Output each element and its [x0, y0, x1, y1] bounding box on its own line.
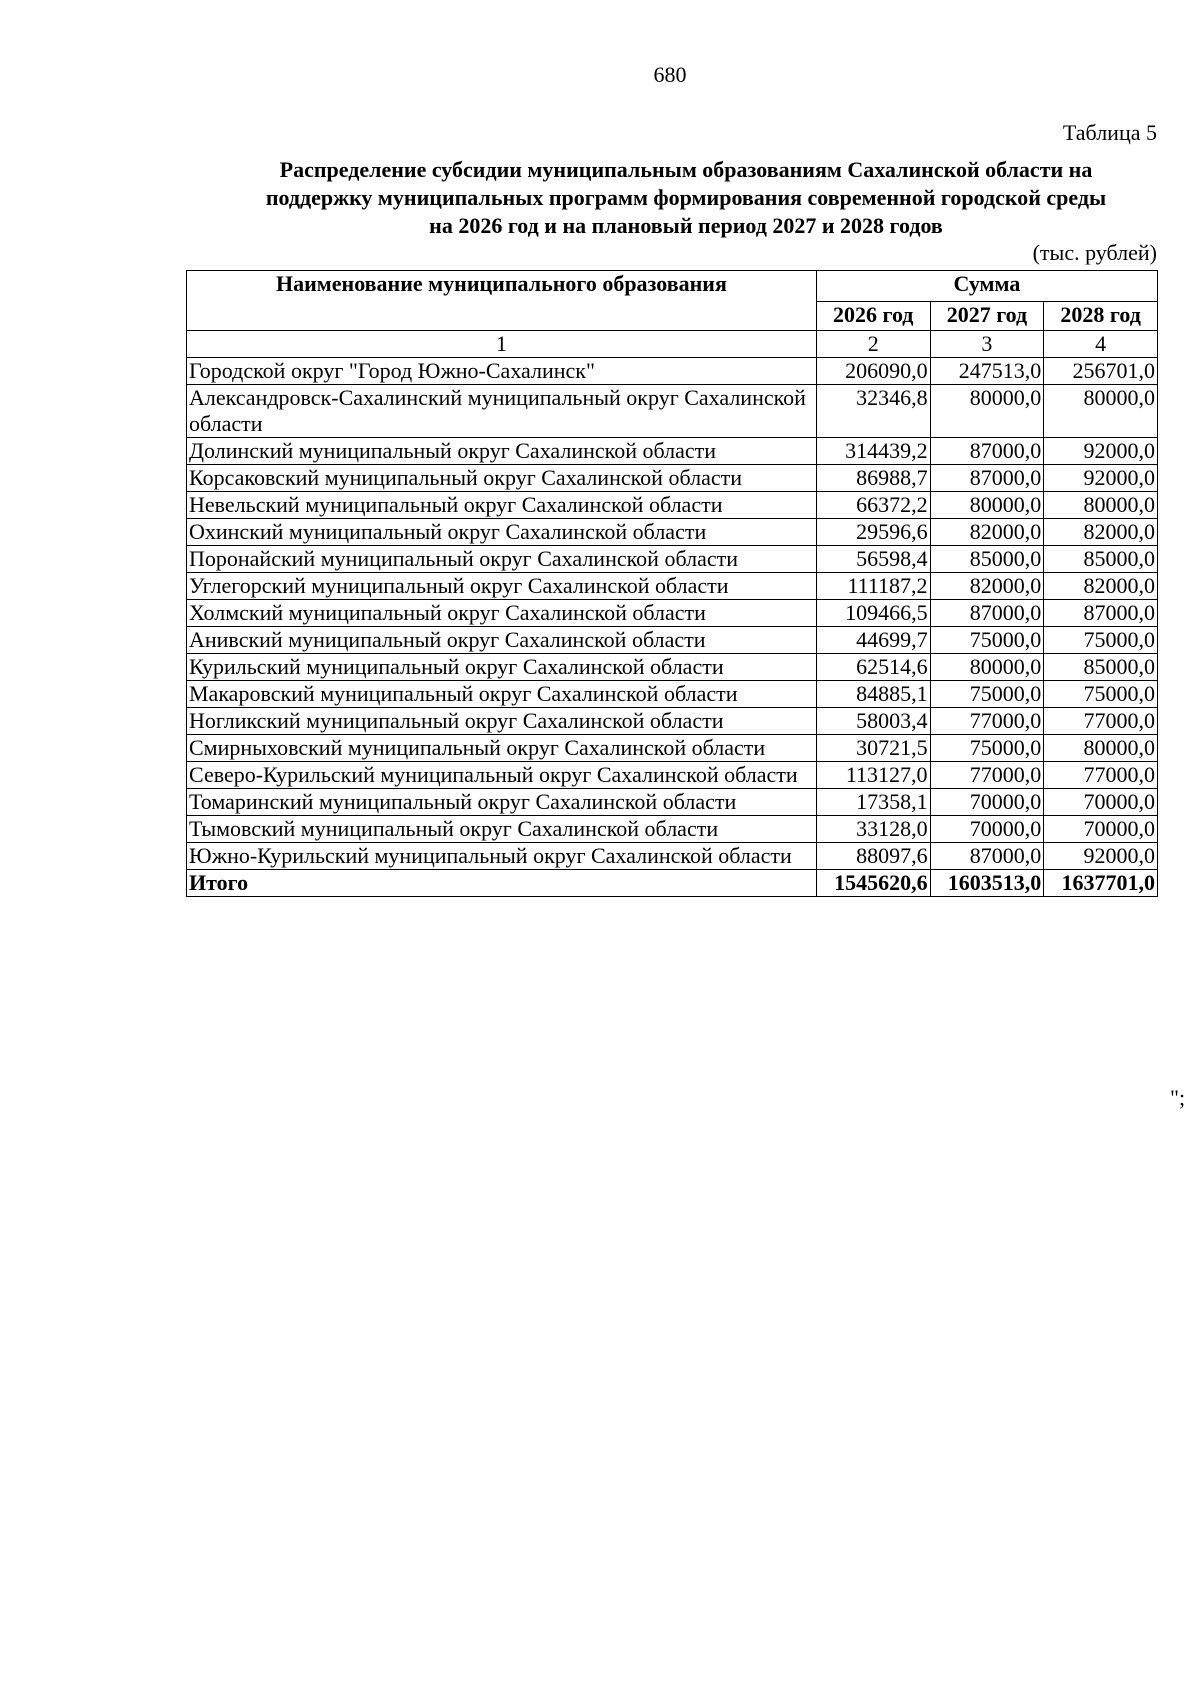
municipality-name: Макаровский муниципальный округ Сахалинской области — [187, 681, 817, 708]
value-2027: 80000,0 — [930, 385, 1044, 438]
municipality-name: Городской округ "Город Южно-Сахалинск" — [187, 358, 817, 385]
value-2026: 33128,0 — [816, 816, 930, 843]
municipality-name: Анивский муниципальный округ Сахалинской области — [187, 627, 817, 654]
municipality-name: Холмский муниципальный округ Сахалинской области — [187, 600, 817, 627]
table-row — [187, 438, 1158, 465]
value-2027: 75000,0 — [930, 735, 1044, 762]
title-line: поддержку муниципальных программ формирования современной городской среды — [265, 185, 1107, 210]
municipality-name: Долинский муниципальный округ Сахалинской области — [187, 438, 817, 465]
index-cell: 4 — [1044, 331, 1158, 358]
document-title — [186, 156, 1186, 240]
value-2026: 109466,5 — [816, 600, 930, 627]
value-2026: 86988,7 — [816, 465, 930, 492]
title-line: Распределение субсидии муниципальным образованиям Сахалинской области на — [279, 157, 1093, 182]
municipality-name: Северо-Курильский муниципальный округ Сахалинской области — [187, 762, 817, 789]
page-number: 680 — [653, 62, 687, 87]
table-row — [187, 762, 1158, 789]
value-2026: 88097,6 — [816, 843, 930, 870]
value-2027: 82000,0 — [930, 519, 1044, 546]
table-row — [187, 573, 1158, 600]
value-2026: 206090,0 — [816, 358, 930, 385]
value-2028: 92000,0 — [1044, 438, 1158, 465]
value-2028: 82000,0 — [1044, 519, 1158, 546]
value-2027: 87000,0 — [930, 438, 1044, 465]
value-2028: 92000,0 — [1044, 465, 1158, 492]
municipality-name: Александровск-Сахалинский муниципальный округ Сахалинской области — [187, 385, 817, 438]
value-2027: 77000,0 — [930, 708, 1044, 735]
value-2026: 56598,4 — [816, 546, 930, 573]
title-line: на 2026 год и на плановый период 2027 и 2028 годов — [429, 213, 943, 238]
value-2028: 85000,0 — [1044, 654, 1158, 681]
value-2026: 29596,6 — [816, 519, 930, 546]
table-body — [187, 358, 1158, 870]
value-2027: 75000,0 — [930, 627, 1044, 654]
municipality-name: Корсаковский муниципальный округ Сахалинской области — [187, 465, 817, 492]
total-label: Итого — [187, 870, 817, 897]
value-2027: 87000,0 — [930, 843, 1044, 870]
value-2028: 70000,0 — [1044, 816, 1158, 843]
value-2027: 87000,0 — [930, 465, 1044, 492]
table-row — [187, 600, 1158, 627]
total-2026: 1545620,6 — [816, 870, 930, 897]
header-municipality: Наименование муниципального образования — [187, 271, 817, 331]
value-2027: 70000,0 — [930, 789, 1044, 816]
value-2028: 80000,0 — [1044, 385, 1158, 438]
table-row — [187, 546, 1158, 573]
municipality-name: Охинский муниципальный округ Сахалинской области — [187, 519, 817, 546]
header-year-2028: 2028 год — [1044, 302, 1158, 331]
municipality-name: Поронайский муниципальный округ Сахалинской области — [187, 546, 817, 573]
value-2028: 80000,0 — [1044, 492, 1158, 519]
value-2027: 87000,0 — [930, 600, 1044, 627]
value-2026: 314439,2 — [816, 438, 930, 465]
value-2026: 113127,0 — [816, 762, 930, 789]
municipality-name: Курильский муниципальный округ Сахалинской области — [187, 654, 817, 681]
value-2026: 111187,2 — [816, 573, 930, 600]
value-2026: 32346,8 — [816, 385, 930, 438]
table-row — [187, 681, 1158, 708]
value-2028: 75000,0 — [1044, 627, 1158, 654]
municipality-name: Смирныховский муниципальный округ Сахалинской области — [187, 735, 817, 762]
value-2028: 75000,0 — [1044, 681, 1158, 708]
value-2026: 58003,4 — [816, 708, 930, 735]
value-2026: 30721,5 — [816, 735, 930, 762]
total-2028: 1637701,0 — [1044, 870, 1158, 897]
value-2028: 77000,0 — [1044, 708, 1158, 735]
table-row — [187, 654, 1158, 681]
table-row — [187, 492, 1158, 519]
table-row — [187, 627, 1158, 654]
header-sum: Сумма — [816, 271, 1157, 302]
table-row — [187, 519, 1158, 546]
municipality-name: Углегорский муниципальный округ Сахалинской области — [187, 573, 817, 600]
value-2027: 75000,0 — [930, 681, 1044, 708]
value-2027: 82000,0 — [930, 573, 1044, 600]
value-2028: 256701,0 — [1044, 358, 1158, 385]
table-row — [187, 735, 1158, 762]
units-label: (тыс. рублей) — [1032, 240, 1157, 265]
closing-quote-mark: "; — [1170, 1085, 1186, 1110]
municipality-name: Южно-Курильский муниципальный округ Сахалинской области — [187, 843, 817, 870]
value-2028: 92000,0 — [1044, 843, 1158, 870]
municipality-name: Ногликский муниципальный округ Сахалинской области — [187, 708, 817, 735]
value-2027: 70000,0 — [930, 816, 1044, 843]
value-2027: 80000,0 — [930, 492, 1044, 519]
value-2028: 77000,0 — [1044, 762, 1158, 789]
value-2027: 80000,0 — [930, 654, 1044, 681]
index-cell: 3 — [930, 331, 1044, 358]
table-row — [187, 816, 1158, 843]
table-row — [187, 843, 1158, 870]
header-year-2027: 2027 год — [930, 302, 1044, 331]
value-2028: 80000,0 — [1044, 735, 1158, 762]
value-2027: 247513,0 — [930, 358, 1044, 385]
value-2026: 62514,6 — [816, 654, 930, 681]
value-2027: 85000,0 — [930, 546, 1044, 573]
table-row — [187, 789, 1158, 816]
table-row — [187, 385, 1158, 438]
subsidy-table — [186, 270, 1158, 897]
value-2026: 44699,7 — [816, 627, 930, 654]
municipality-name: Тымовский муниципальный округ Сахалинской области — [187, 816, 817, 843]
header-year-2026: 2026 год — [816, 302, 930, 331]
table-row — [187, 465, 1158, 492]
value-2028: 82000,0 — [1044, 573, 1158, 600]
municipality-name: Томаринский муниципальный округ Сахалинской области — [187, 789, 817, 816]
table-label: Таблица 5 — [1062, 120, 1157, 145]
total-row — [187, 870, 1158, 897]
table-row — [187, 708, 1158, 735]
index-cell: 1 — [187, 331, 817, 358]
value-2026: 17358,1 — [816, 789, 930, 816]
value-2026: 66372,2 — [816, 492, 930, 519]
value-2028: 85000,0 — [1044, 546, 1158, 573]
value-2028: 87000,0 — [1044, 600, 1158, 627]
table-row — [187, 358, 1158, 385]
municipality-name: Невельский муниципальный округ Сахалинской области — [187, 492, 817, 519]
index-cell: 2 — [816, 331, 930, 358]
value-2026: 84885,1 — [816, 681, 930, 708]
total-2027: 1603513,0 — [930, 870, 1044, 897]
value-2028: 70000,0 — [1044, 789, 1158, 816]
value-2027: 77000,0 — [930, 762, 1044, 789]
